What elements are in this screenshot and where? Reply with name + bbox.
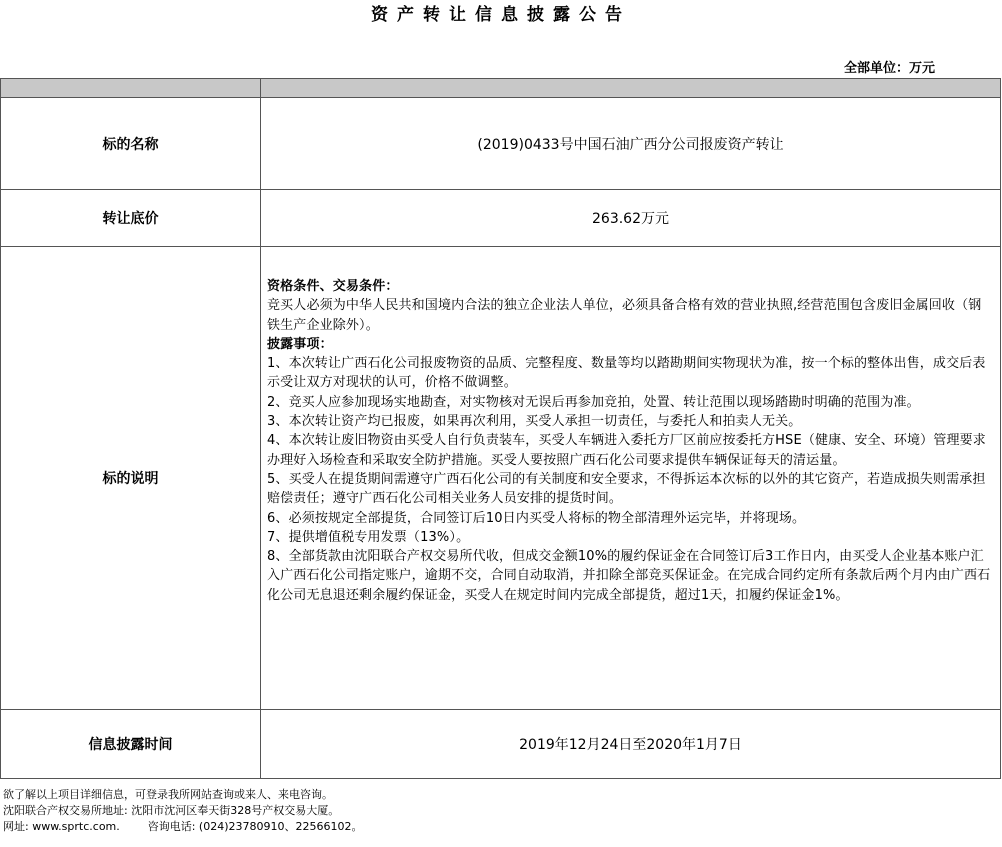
footer: [3, 787, 363, 835]
description-text: [267, 277, 993, 605]
row-label: 标的说明: [1, 247, 261, 709]
disclosure-item: 2、竞买人应参加现场实地勘查，对实物核对无误后再参加竞拍，处置、转让范围以现场踏勘时明确的范围为准。: [267, 394, 920, 410]
page-title: 资产转让信息披露公告: [371, 5, 631, 25]
qualification-text: 竞买人必须为中华人民共和国境内合法的独立企业法人单位，必须具备合格有效的营业执照,经营范围包含废旧金属回收（钢铁生产企业除外）。: [267, 298, 982, 333]
row-label: 标的名称: [1, 98, 261, 189]
table-row-price: [1, 190, 1000, 247]
footer-address: 沈阳联合产权交易所地址: 沈阳市沈河区奉天街328号产权交易大厦。: [3, 804, 340, 817]
row-value: 263.62万元: [592, 211, 669, 227]
table-row-time: [1, 710, 1000, 778]
row-label: 转让底价: [1, 190, 261, 246]
disclosure-item: 7、提供增值税专用发票（13%）。: [267, 529, 470, 545]
disclosure-item: 5、买受人在提货期间需遵守广西石化公司的有关制度和安全要求，不得拆运本次标的以外的其它资产，若造成损失则需承担赔偿责任；遵守广西石化公司相关业务人员安排的提货时间。: [267, 471, 986, 507]
info-table: [0, 78, 1001, 779]
table-row-description: [1, 247, 1000, 710]
footer-line: 欲了解以上项目详细信息，可登录我所网站查询或来人、来电咨询。: [3, 788, 333, 801]
disclosure-item: 4、本次转让废旧物资由买受人自行负责装车，买受人车辆进入委托方厂区前应按委托方HSE（健康、安全、环境）管理要求办理好入场检查和采取安全防护措施。买受人要按照广西石化公司要求提供车辆保证每天的清运量。: [267, 433, 986, 468]
table-row-name: [1, 98, 1000, 190]
disclosure-item: 1、本次转让广西石化公司报废物资的品质、完整程度、数量等均以踏勘期间实物现状为准，按一个标的整体出售，成交后表示受让双方对现状的认可，价格不做调整。: [267, 356, 986, 391]
footer-contact: 网址: www.sprtc.com. 咨询电话: (024)23780910、22566102。: [3, 820, 363, 833]
row-value: 2019年12月24日至2020年1月7日: [519, 737, 742, 753]
unit-label: 全部单位：万元: [843, 61, 935, 76]
row-label: 信息披露时间: [1, 710, 261, 778]
disclosure-heading: 披露事项：: [267, 336, 333, 352]
disclosure-item: 6、必须按规定全部提货，合同签订后10日内买受人将标的物全部清理外运完毕，并将现场。: [267, 510, 806, 526]
disclosure-item: 3、本次转让资产均已报废，如果再次利用，买受人承担一切责任，与委托人和拍卖人无关。: [267, 414, 802, 430]
disclosure-item: 8、全部货款由沈阳联合产权交易所代收，但成交金额10%的履约保证金在合同签订后3工作日内，由买受人企业基本账户汇入广西石化公司指定账户，逾期不交，合同自动取消，并扣除全部竞买保证金。在完成合同约定所有条款后两个月内由广西石化公司无息退还剩余履约保证金，买受人在规定时间内完成全部提货，超过1天，扣履约保证金1%。: [267, 549, 991, 603]
qualification-heading: 资格条件、交易条件：: [267, 279, 399, 294]
table-header-band: [1, 79, 1000, 98]
row-value: (2019)0433号中国石油广西分公司报废资产转让: [477, 136, 784, 153]
